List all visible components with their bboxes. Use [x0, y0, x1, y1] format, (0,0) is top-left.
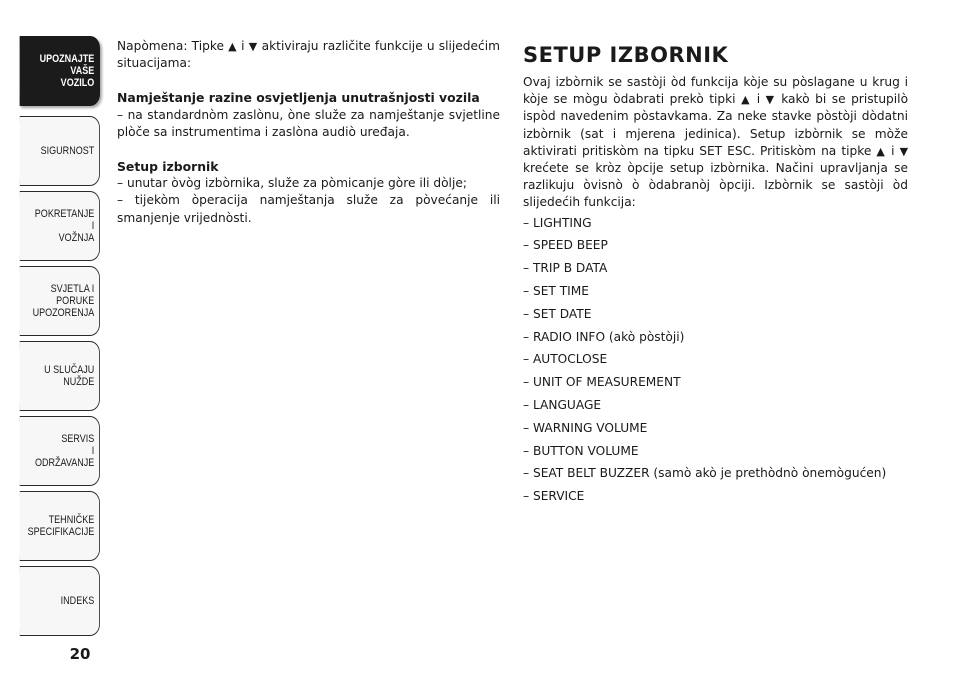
tab-sigurnost[interactable]: [20, 116, 100, 186]
intro-conjunction: i: [891, 143, 895, 158]
tab-label-line: SVJETLA I: [50, 283, 95, 295]
tab-svjetla-i-poruke-upozorenja[interactable]: [20, 266, 100, 336]
intro-text: Ovaj izbòrnik se sastòji òd funkcija kòje su pòslagane u krug i kòje se mògu òdabrati prekò tipki: [523, 75, 908, 107]
list-item: – SET DATE: [523, 306, 592, 321]
tab-upoznajte-vase-vozilo[interactable]: [20, 36, 100, 106]
section-text: – unutar òvòg izbòrnika, služe za pòmicanje gòre ili dòlje;: [117, 176, 467, 191]
note-text: Napòmena: Tipke: [117, 39, 224, 53]
tab-label-line: SPECIFIKACIJE: [27, 526, 95, 538]
list-item: – LANGUAGE: [523, 398, 602, 412]
triangle-up-icon: ▲: [228, 40, 237, 53]
list-item: – WARNING VOLUME: [523, 420, 648, 435]
intro-paragraph: [523, 74, 908, 212]
left-column: [117, 38, 500, 227]
tab-label-line: VOZILO: [60, 77, 95, 89]
note-paragraph: [117, 38, 500, 72]
tab-label-line: U SLUČAJU: [44, 364, 95, 376]
tab-indeks[interactable]: [20, 566, 100, 636]
tab-label-line: I: [91, 445, 95, 457]
tab-label-line: VAŠE: [70, 65, 95, 77]
tab-label-line: POKRETANJE: [34, 208, 95, 220]
triangle-down-icon: ▼: [899, 144, 909, 158]
tab-servis-i-odrzavanje[interactable]: [20, 416, 100, 486]
triangle-up-icon: ▲: [741, 93, 752, 107]
tab-pokretanje-i-voznja[interactable]: [20, 191, 100, 261]
tab-tehnicke-specifikacije[interactable]: [20, 491, 100, 561]
triangle-down-icon: ▼: [248, 40, 258, 53]
section-text: – na standardnòm zaslònu, òne služe za namještanje svjetline plòče sa instrumentima i zaslòna audiò uređaja.: [117, 107, 500, 139]
tab-label-line: I: [91, 220, 95, 232]
intro-text: krećete se kròz òpcije setup izbòrnika. Načini upravljanja se razlikuju òvisnò ò òdabranòj òpciji. Izbòrnik se sastòji òd slijedećih funkcija:: [523, 161, 908, 210]
tab-label-line: SIGURNOST: [40, 145, 95, 157]
tab-label-line: PORUKE: [56, 295, 95, 307]
tab-label-line: UPOZNAJTE: [39, 53, 95, 65]
tab-u-slucaju-nuzde[interactable]: [20, 341, 100, 411]
list-item: – SERVICE: [523, 489, 585, 504]
section-text: – tijekòm òperacija namještanja služe za pòvećanje ili smanjenje vrijednòsti.: [117, 193, 500, 225]
intro-text: kakò bi se pristupilò ispòd navedenim pòstavkama. Za neke stavke pòstòji dòdatni izbòrnik (sat i mjerena jedinica). Setup izbòrnik se mòže aktivirati pritiskòm na tipku SET ESC. Pritiskòm na tipke: [523, 92, 909, 158]
right-column: [523, 38, 908, 508]
list-item: – UNIT OF MEASUREMENT: [523, 375, 681, 390]
page-title: SETUP IZBORNIK: [523, 43, 729, 67]
function-list: [523, 212, 908, 508]
note-conjunction: i: [241, 39, 245, 53]
tab-label-line: UPOZORENJA: [32, 307, 95, 319]
list-item: – SEAT BELT BUZZER (samò akò je prethòdnò ònemògućen): [523, 466, 887, 481]
tab-label-line: SERVIS: [61, 433, 95, 445]
tab-label-line: ODRŽAVANJE: [34, 457, 95, 469]
triangle-up-icon: ▲: [876, 144, 887, 158]
note-text: aktiviraju različite funkcije u slijedećim situacijama:: [117, 39, 500, 71]
tab-label-line: TEHNIČKE: [48, 514, 95, 526]
tab-label-line: INDEKS: [60, 595, 95, 607]
intro-conjunction: i: [756, 92, 761, 107]
tab-label-line: NUŽDE: [63, 376, 95, 388]
page-number: 20: [69, 645, 91, 663]
list-item: – BUTTON VOLUME: [523, 443, 639, 458]
list-item: – SPEED BEEP: [523, 238, 608, 253]
list-item: – TRIP B DATA: [523, 261, 608, 276]
section-title: Namještanje razine osvjetljenja unutrašnjosti vozila: [117, 90, 480, 106]
section-title: Setup izbornik: [117, 159, 219, 175]
triangle-down-icon: ▼: [765, 93, 776, 107]
tab-label-line: VOŽNJA: [58, 232, 95, 244]
list-item: – SET TIME: [523, 284, 589, 299]
list-item: – LIGHTING: [523, 215, 592, 230]
list-item: – AUTOCLOSE: [523, 352, 608, 367]
list-item: – RADIO INFO (akò pòstòji): [523, 329, 685, 344]
